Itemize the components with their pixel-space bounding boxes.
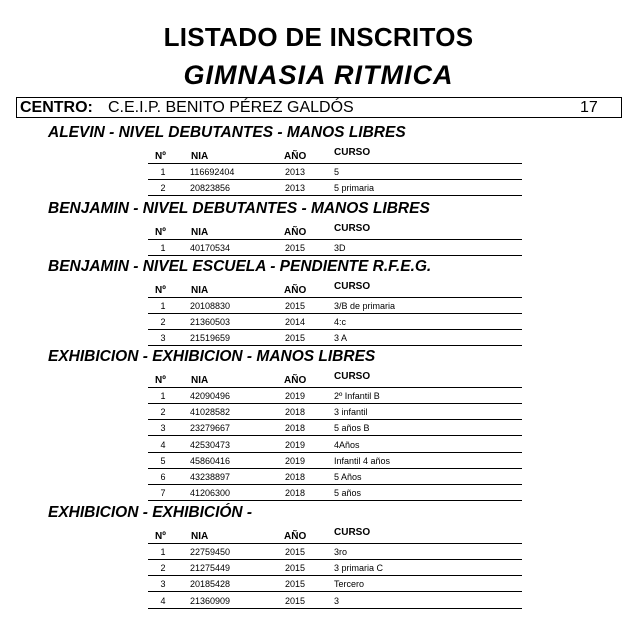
cell-n: 2 (160, 407, 166, 418)
cell-n: 3 (160, 423, 166, 434)
column-header-n: Nº (155, 151, 166, 162)
cell-nia: 116692404 (190, 167, 235, 177)
cell-ano: 2018 (285, 488, 306, 499)
cell-nia: 20185428 (190, 579, 231, 590)
column-header-curso: CURSO (334, 371, 371, 382)
table-row (148, 437, 522, 453)
cell-n: 2 (160, 563, 166, 574)
cell-n: 3 (160, 333, 166, 344)
cell-curso: 3 infantil (334, 407, 368, 418)
cell-n: 5 (160, 455, 166, 466)
centro-count: 17 (580, 99, 598, 116)
cell-curso: 3D (334, 243, 346, 253)
cell-n: 2 (160, 183, 166, 194)
cell-n: 1 (160, 391, 166, 401)
centro-name: C.E.I.P. BENITO PÉREZ GALDÓS (108, 99, 354, 116)
cell-n: 2 (160, 317, 166, 328)
table-row (148, 388, 522, 404)
cell-n: 4 (160, 439, 166, 450)
row-rule (148, 608, 522, 609)
column-header-n: Nº (155, 531, 166, 542)
table-row (148, 576, 522, 592)
cell-curso: 3 (334, 595, 340, 606)
column-header-ano: AÑO (284, 375, 307, 386)
cell-curso: Tercero (334, 579, 365, 590)
table-row (148, 330, 522, 346)
cell-ano: 2019 (285, 391, 306, 401)
column-header-nia: NIA (191, 227, 209, 238)
cell-curso: 4:c (334, 317, 347, 328)
table-row (148, 485, 522, 501)
section-title: EXHIBICION - EXHIBICION - MANOS LIBRES (48, 348, 376, 365)
cell-ano: 2018 (285, 423, 306, 434)
cell-curso: 5 Años (334, 472, 362, 482)
table-row (148, 593, 522, 609)
column-header-n: Nº (155, 227, 166, 238)
column-header-nia: NIA (191, 531, 209, 542)
cell-nia: 40170534 (190, 243, 231, 253)
cell-ano: 2014 (285, 317, 306, 328)
cell-n: 6 (160, 472, 166, 482)
cell-curso: 5 años (334, 488, 362, 499)
cell-nia: 21519659 (190, 333, 231, 344)
row-rule (148, 255, 522, 256)
cell-ano: 2015 (285, 563, 306, 574)
page-subtitle: GIMNASIA RITMICA (183, 60, 454, 90)
cell-n: 1 (160, 301, 166, 311)
cell-ano: 2015 (285, 547, 306, 557)
cell-n: 1 (160, 167, 166, 177)
cell-n: 1 (160, 547, 166, 557)
table-row (148, 164, 522, 180)
table-row (148, 404, 522, 420)
section-title: EXHIBICION - EXHIBICIÓN - (48, 504, 253, 521)
column-header-curso: CURSO (334, 223, 371, 234)
column-header-curso: CURSO (334, 527, 371, 538)
row-rule (148, 345, 522, 346)
table-row (148, 180, 522, 196)
cell-curso: 3/B de primaria (334, 301, 396, 311)
cell-nia: 21275449 (190, 563, 231, 574)
cell-curso: 2º Infantil B (334, 391, 380, 401)
column-header-nia: NIA (191, 375, 209, 386)
cell-curso: 4Años (334, 439, 360, 450)
cell-nia: 22759450 (190, 547, 231, 557)
table-row (148, 453, 522, 469)
column-header-nia: NIA (191, 285, 209, 296)
cell-nia: 45860416 (190, 455, 231, 466)
cell-ano: 2019 (285, 439, 306, 450)
column-header-curso: CURSO (334, 281, 371, 292)
page-title: LISTADO DE INSCRITOS (163, 22, 474, 52)
cell-nia: 20108830 (190, 301, 231, 311)
cell-nia: 43238897 (190, 472, 231, 482)
cell-curso: 3 primaria C (334, 563, 384, 574)
row-rule (148, 195, 522, 196)
cell-ano: 2015 (285, 595, 306, 606)
row-rule (148, 500, 522, 501)
cell-curso: 3ro (334, 547, 348, 557)
cell-n: 7 (160, 488, 166, 499)
cell-ano: 2015 (285, 243, 306, 253)
table-row (148, 314, 522, 330)
table-row (148, 420, 522, 436)
cell-nia: 42530473 (190, 439, 231, 450)
table-row (148, 544, 522, 560)
section-title: ALEVIN - NIVEL DEBUTANTES - MANOS LIBRES (48, 124, 406, 141)
cell-nia: 23279667 (190, 423, 231, 434)
cell-n: 1 (160, 243, 166, 253)
section-title: BENJAMIN - NIVEL DEBUTANTES - MANOS LIBRES (48, 200, 430, 217)
cell-ano: 2019 (285, 455, 306, 466)
cell-curso: Infantil 4 años (334, 455, 391, 466)
cell-ano: 2018 (285, 407, 306, 418)
section-title: BENJAMIN - NIVEL ESCUELA - PENDIENTE R.F.E.G. (48, 258, 432, 275)
cell-ano: 2018 (285, 472, 306, 482)
cell-ano: 2013 (285, 183, 306, 194)
cell-nia: 21360503 (190, 317, 231, 328)
cell-ano: 2015 (285, 333, 306, 344)
column-header-nia: NIA (191, 151, 209, 162)
cell-n: 4 (160, 595, 166, 606)
cell-ano: 2013 (285, 167, 306, 177)
column-header-n: Nº (155, 375, 166, 386)
table-row (148, 560, 522, 576)
centro-box (16, 97, 622, 118)
cell-curso: 5 primaria (334, 183, 375, 194)
column-header-ano: AÑO (284, 531, 307, 542)
cell-curso: 5 años B (334, 423, 370, 434)
table-row (148, 240, 522, 256)
cell-curso: 3 A (334, 333, 348, 344)
cell-n: 3 (160, 579, 166, 590)
column-header-ano: AÑO (284, 285, 307, 296)
centro-label: CENTRO: (20, 99, 93, 116)
table-row (148, 469, 522, 485)
column-header-ano: AÑO (284, 227, 307, 238)
cell-nia: 41028582 (190, 407, 231, 418)
column-header-ano: AÑO (284, 151, 307, 162)
column-header-n: Nº (155, 285, 166, 296)
cell-curso: 5 (334, 167, 340, 177)
cell-ano: 2015 (285, 579, 306, 590)
cell-ano: 2015 (285, 301, 306, 311)
cell-nia: 21360909 (190, 595, 231, 606)
cell-nia: 20823856 (190, 183, 231, 194)
column-header-curso: CURSO (334, 147, 371, 158)
table-row (148, 298, 522, 314)
cell-nia: 42090496 (190, 391, 231, 401)
cell-nia: 41206300 (190, 488, 231, 499)
